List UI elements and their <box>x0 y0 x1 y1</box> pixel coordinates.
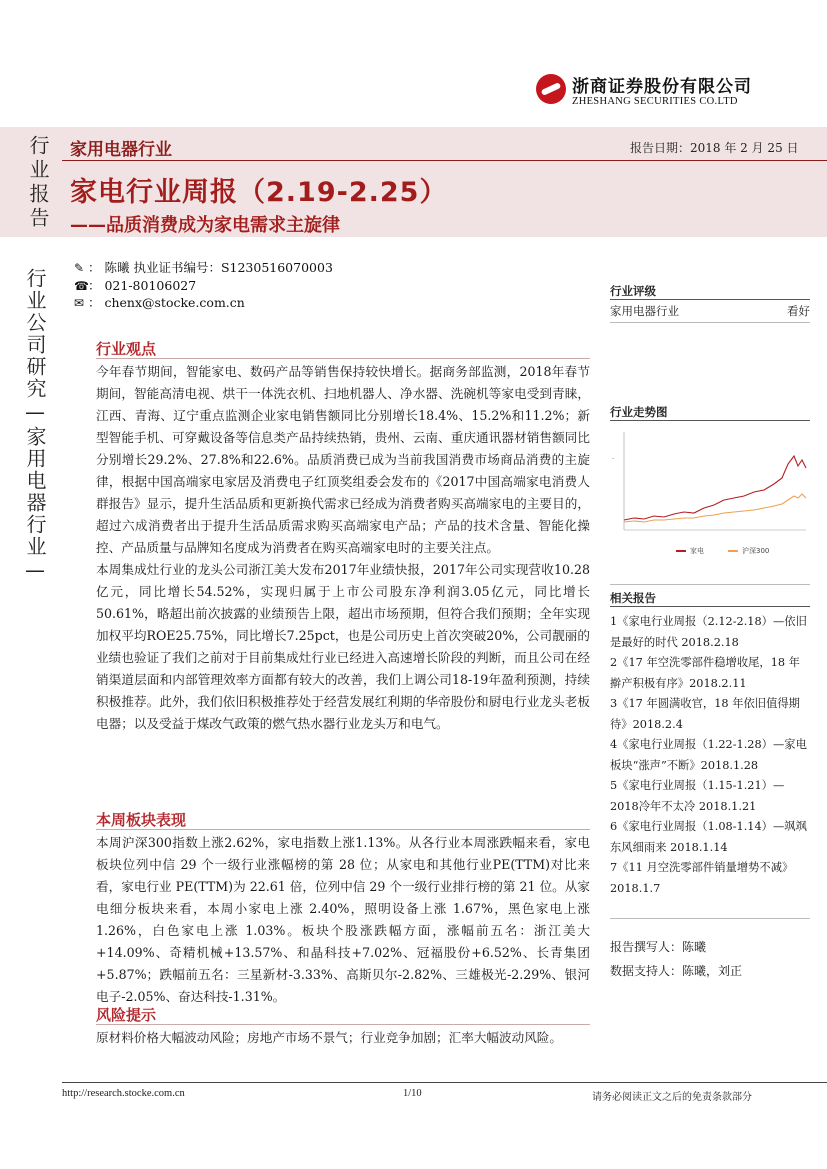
paragraph: 本周集成灶行业的龙头公司浙江美大发布2017年业绩快报，2017年公司实现营收10.28亿元，同比增长54.52%，实现归属于上市公司股东净利润3.05亿元，同比增长50.61%，略超出前次披露的业绩预告上限，超出市场预期，但符合我们预期；全年实现加权平均ROE25.75%，同比增长7.25pct，也是公司历史上首次突破20%，公司靓丽的业绩也验证了我们之前对于目前集成灶行业已经进入高速增长阶段的判断，而且公司在经销渠道层面和内部管理效率方面都有较大的改善，我们上调公司18-19年盈利预测，持续积极推荐。此外，我们依旧积极推荐处于经营发展红利期的华帝股份和厨电行业龙头老板电器；以及受益于煤改气政策的燃气热水器行业龙头万和电气。 <box>96 562 590 731</box>
phone-icon: ☎ <box>74 279 89 293</box>
section-divider <box>96 358 590 359</box>
related-bottom-divider <box>610 918 810 919</box>
related-report-item[interactable]: 2《17 年空洗零部件稳增收尾，18 年擀产积极有序》2018.2.11 <box>610 656 800 690</box>
legend-hs300-swatch <box>728 550 738 552</box>
paragraph: 今年春节期间，智能家电、数码产品等销售保持较快增长。据商务部监测，2018年春节期间，智能高清电视、烘干一体洗衣机、扫地机器人、净水器、洗碗机等家电受到青睐，江西、青海、辽宁重点监测企业家电销售额同比分别增长18.4%、15.2%和11.2%；新型智能手机、可穿戴设备等信息类产品持续热销，贵州、云南、重庆通讯器材销售额同比分别增长29.2%、27.8%和22.6%。品质消费已成为当前我国消费市场商品消费的主旋律，根据中国高端家电家居及消费电子红顶奖组委会发布的《2017中国高端家电消费人群报告》显示，提升生活品质和更新换代需求已经成为消费者购买高端家电的主要目的，超过六成消费者出于提升生活品质需求购买高端家电产品；产品的技术含量、智能化操控、产品质量与品牌知名度成为消费者在购买高端家电时的主要关注点。 <box>96 364 590 555</box>
series-hs300-line <box>624 494 806 522</box>
rating-row <box>610 303 810 319</box>
section-body-risk <box>96 1027 590 1049</box>
footer-disclaimer: 请务必阅读正文之后的免责条款部分 <box>592 1092 752 1103</box>
footer-url[interactable]: http://research.stocke.com.cn <box>62 1088 185 1099</box>
side-label: 行业报告 <box>26 135 50 231</box>
report-writer: 报告撰写人：陈曦 <box>610 940 707 954</box>
related-report-item[interactable]: 6《家电行业周报（1.08-1.14）—飒飒东风细雨来 2018.1.14 <box>610 820 807 854</box>
rating-title: 行业评级 <box>610 284 656 298</box>
email-text[interactable]: ： chenx@stocke.com.cn <box>88 295 245 310</box>
section-divider <box>96 829 590 830</box>
related-reports-list <box>610 612 810 899</box>
analyst-text: ： 陈曦 执业证书编号：S1230516070003 <box>88 260 333 275</box>
rating-industry: 家用电器行业 <box>610 304 679 318</box>
related-report-item[interactable]: 5《家电行业周报（1.15-1.21）—2018冷年不太冷 2018.1.21 <box>610 779 785 813</box>
related-report-item[interactable]: 4《家电行业周报（1.22-1.28）—家电板块“涨声”不断》2018.1.28 <box>610 738 807 772</box>
report-title: 家电行业周报（2.19-2.25） <box>70 177 448 208</box>
section-title-view: 行业观点 <box>96 340 157 358</box>
section-divider <box>96 1024 590 1025</box>
phone-text: ： 021-80106027 <box>88 278 197 293</box>
related-report-item[interactable]: 7《11 月空洗零部件销量增势不减》2018.1.7 <box>610 861 794 895</box>
rating-value: 看好 <box>787 304 810 318</box>
related-divider <box>610 606 810 607</box>
trend-chart <box>610 420 810 580</box>
related-report-item[interactable]: 1《家电行业周报（2.12-2.18）—依旧是最好的时代 2018.2.18 <box>610 615 807 649</box>
data-supporter: 数据支持人：陈曦，刘正 <box>610 964 743 978</box>
paragraph: 本周沪深300指数上涨2.62%，家电指数上涨1.13%。从各行业本周涨跌幅来看，家电板块位列中信 29 个一级行业涨幅榜的第 28 位；从家电和其他行业PE(TTM)对比来看，家电行业 PE(TTM)为 22.61 倍，位列中信 29 个一级行业排行榜的第 21 位。从家电细分板块来看，本周小家电上涨 2.40%，照明设备上涨 1.67%，黑色家电上涨 1.26%，白色家电上涨 1.03%。板块个股涨跌幅方面，涨幅前五名：浙江美大+14.09%、奇精机械+13.57%、和晶科技+7.02%、冠福股份+6.52%、长青集团+5.87%；跌幅前五名：三星新材-3.33%、高斯贝尔-2.82%、三雄极光-2.29%、银河电子-2.05%、奋达科技-1.31%。 <box>96 835 590 1004</box>
section-body-performance <box>96 832 590 1008</box>
mail-icon: ✉ <box>74 296 85 310</box>
section-body-view <box>96 361 590 735</box>
series-appliance-line <box>624 456 806 520</box>
legend-hs300-label: 沪深300 <box>742 547 770 555</box>
section-title-risk: 风险提示 <box>96 1006 157 1024</box>
report-date: 报告日期：2018 年 2 月 25 日 <box>630 141 799 155</box>
y-tick-label: – <box>612 456 615 462</box>
trend-title: 行业走势图 <box>610 405 668 419</box>
report-subtitle: ——品质消费成为家电需求主旋律 <box>70 215 340 236</box>
related-title: 相关报告 <box>610 591 656 605</box>
header-divider <box>62 160 827 161</box>
trend-chart-svg <box>610 420 810 580</box>
legend-appliance-swatch <box>676 550 686 552</box>
paragraph: 原材料价格大幅波动风险；房地产市场不景气；行业竞争加剧；汇率大幅波动风险。 <box>96 1030 562 1045</box>
pen-icon: ✎ <box>74 261 85 275</box>
company-logo-icon <box>536 74 566 104</box>
section-title-performance: 本周板块表现 <box>96 811 187 829</box>
company-name-cn: 浙商证券股份有限公司 <box>572 77 752 97</box>
industry-name: 家用电器行业 <box>70 140 172 160</box>
footer-divider <box>62 1082 827 1083</box>
footer-page-number: 1/10 <box>403 1088 422 1099</box>
company-name-en: ZHESHANG SECURITIES CO.LTD <box>572 96 738 107</box>
trend-bottom-divider <box>610 584 810 585</box>
phone-line <box>74 276 196 294</box>
email-line <box>74 293 245 311</box>
rating-divider <box>610 299 810 300</box>
side-vertical-label: 行业公司研究—家用电器行业— <box>23 268 47 584</box>
analyst-line <box>74 258 333 276</box>
rating-bottom-divider <box>610 322 810 323</box>
related-report-item[interactable]: 3《17 年圆满收官，18 年依旧值得期待》2018.2.4 <box>610 697 800 731</box>
legend-appliance-label: 家电 <box>690 547 704 555</box>
